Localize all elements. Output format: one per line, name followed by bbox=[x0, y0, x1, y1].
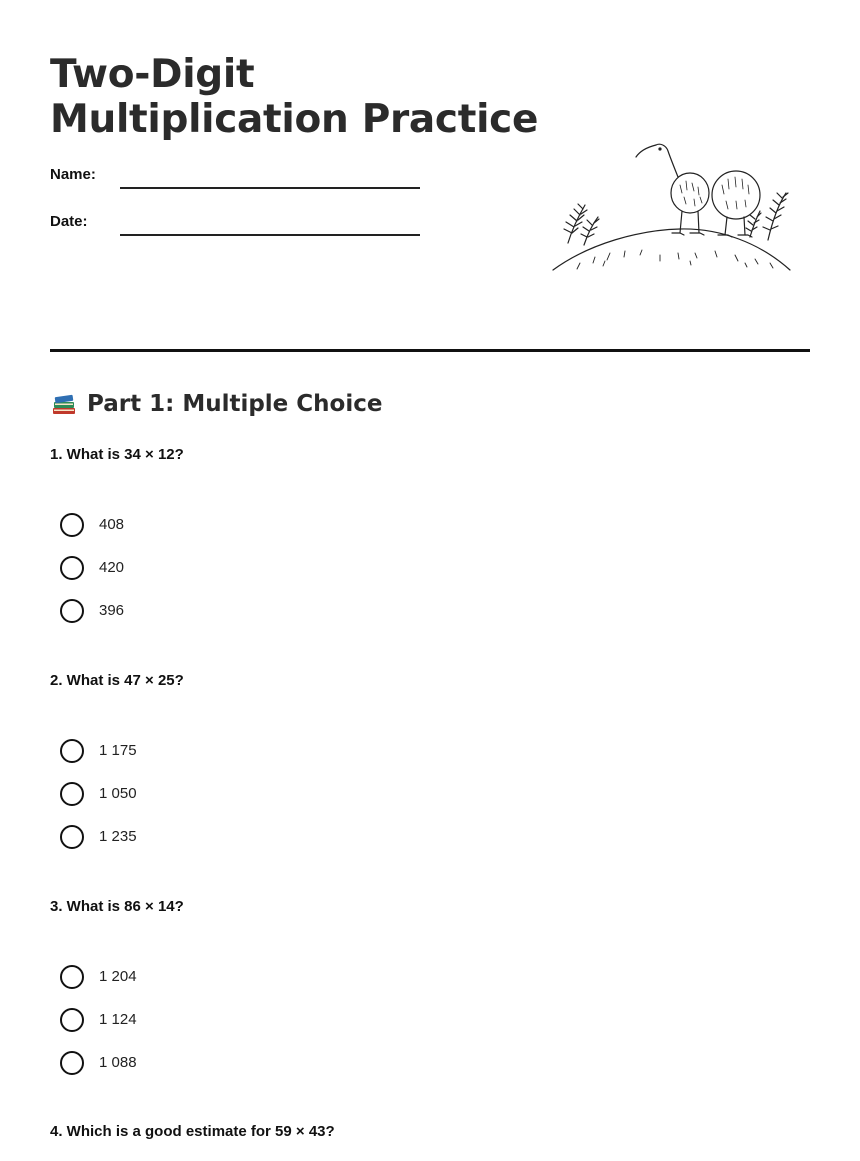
question-2-option-a[interactable] bbox=[60, 729, 137, 772]
question-3-option-c[interactable] bbox=[60, 1041, 137, 1084]
title-line-2: Multiplication Practice bbox=[50, 97, 539, 142]
option-label: 1 235 bbox=[99, 828, 137, 845]
date-line[interactable] bbox=[120, 234, 420, 236]
question-4 bbox=[50, 1122, 810, 1142]
part-1-heading bbox=[50, 388, 382, 420]
radio-button[interactable] bbox=[60, 1051, 84, 1075]
question-2-options bbox=[60, 729, 137, 858]
title-line-1: Two-Digit bbox=[50, 52, 255, 97]
kiwi-birds-on-hill-illustration bbox=[550, 105, 795, 275]
question-2-text: 2. What is 47 × 25? bbox=[50, 672, 184, 689]
option-label: 1 204 bbox=[99, 968, 137, 985]
name-line[interactable] bbox=[120, 187, 420, 189]
question-4-text: 4. Which is a good estimate for 59 × 43? bbox=[50, 1123, 335, 1140]
option-label: 1 175 bbox=[99, 742, 137, 759]
question-2 bbox=[50, 671, 810, 845]
question-3-option-b[interactable] bbox=[60, 998, 137, 1041]
name-field[interactable] bbox=[50, 160, 420, 190]
header-divider bbox=[50, 349, 810, 352]
worksheet-page bbox=[50, 0, 810, 1140]
question-2-option-b[interactable] bbox=[60, 772, 137, 815]
radio-button[interactable] bbox=[60, 825, 84, 849]
worksheet-title bbox=[50, 52, 538, 142]
question-3-option-a[interactable] bbox=[60, 955, 137, 998]
radio-button[interactable] bbox=[60, 965, 84, 989]
question-3-options bbox=[60, 955, 137, 1084]
question-1-option-b[interactable] bbox=[60, 546, 124, 589]
question-1-options bbox=[60, 503, 124, 632]
books-icon bbox=[50, 390, 78, 418]
radio-button[interactable] bbox=[60, 782, 84, 806]
date-field[interactable] bbox=[50, 207, 420, 237]
option-label: 420 bbox=[99, 559, 125, 576]
question-1-text: 1. What is 34 × 12? bbox=[50, 446, 184, 463]
option-label: 408 bbox=[99, 516, 125, 533]
option-label: 1 124 bbox=[99, 1011, 137, 1028]
question-1-option-a[interactable] bbox=[60, 503, 124, 546]
question-3-text: 3. What is 86 × 14? bbox=[50, 898, 184, 915]
question-1-option-c[interactable] bbox=[60, 589, 124, 632]
option-label: 396 bbox=[99, 602, 125, 619]
radio-button[interactable] bbox=[60, 1008, 84, 1032]
question-1 bbox=[50, 445, 810, 619]
radio-button[interactable] bbox=[60, 599, 84, 623]
option-label: 1 050 bbox=[99, 785, 137, 802]
date-label: Date: bbox=[50, 213, 88, 230]
option-label: 1 088 bbox=[99, 1054, 137, 1071]
part-1-title: Part 1: Multiple Choice bbox=[87, 391, 383, 417]
worksheet-header bbox=[50, 0, 810, 352]
question-2-option-c[interactable] bbox=[60, 815, 137, 858]
radio-button[interactable] bbox=[60, 556, 84, 580]
radio-button[interactable] bbox=[60, 739, 84, 763]
question-3 bbox=[50, 897, 810, 1071]
radio-button[interactable] bbox=[60, 513, 84, 537]
name-label: Name: bbox=[50, 166, 96, 183]
